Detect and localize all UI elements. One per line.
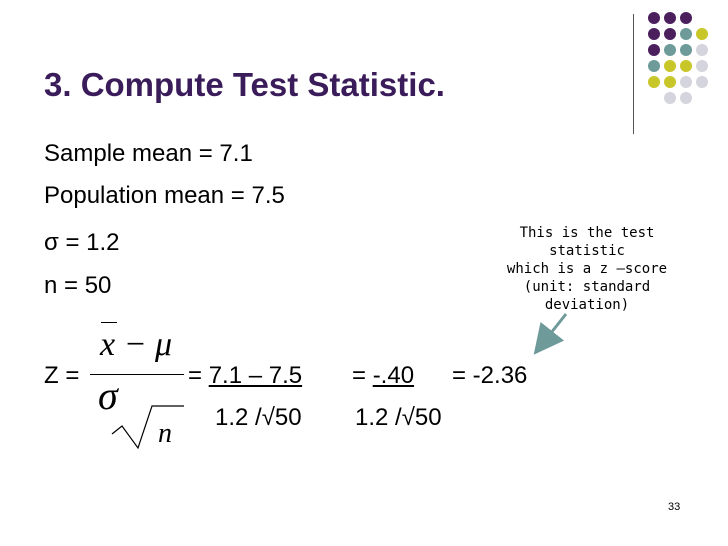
z-label: Z =	[44, 362, 80, 389]
callout-line: (unit: standard	[523, 279, 651, 295]
sample-size-text: n = 50	[44, 272, 112, 299]
eq-sign: =	[352, 362, 373, 389]
sqrt-radical-icon	[108, 404, 188, 450]
step1	[188, 362, 302, 390]
callout-line: which is a z –score	[506, 261, 668, 277]
step2-numerator: -.40	[372, 362, 415, 389]
slide-title: 3. Compute Test Statistic.	[44, 66, 445, 103]
formula-sigma: σ	[98, 373, 118, 418]
formula-n: n	[158, 418, 172, 449]
sigma-text: σ = 1.2	[44, 229, 120, 256]
step2	[352, 362, 414, 390]
step2-denominator: 1.2 /√50	[355, 404, 442, 431]
xbar-overline	[101, 322, 117, 323]
sample-mean-text: Sample mean = 7.1	[44, 140, 253, 167]
z-result: = -2.36	[452, 362, 528, 389]
step1-numerator: 7.1 – 7.5	[208, 362, 303, 389]
eq-sign: =	[188, 362, 209, 389]
callout-line: deviation)	[544, 297, 630, 313]
formula-numerator: x − μ	[100, 326, 173, 363]
population-mean-text: Population mean = 7.5	[44, 182, 285, 209]
step1-denominator: 1.2 /√50	[215, 404, 302, 431]
page-number: 33	[668, 501, 681, 513]
callout-line: This is the test statistic	[519, 225, 655, 259]
